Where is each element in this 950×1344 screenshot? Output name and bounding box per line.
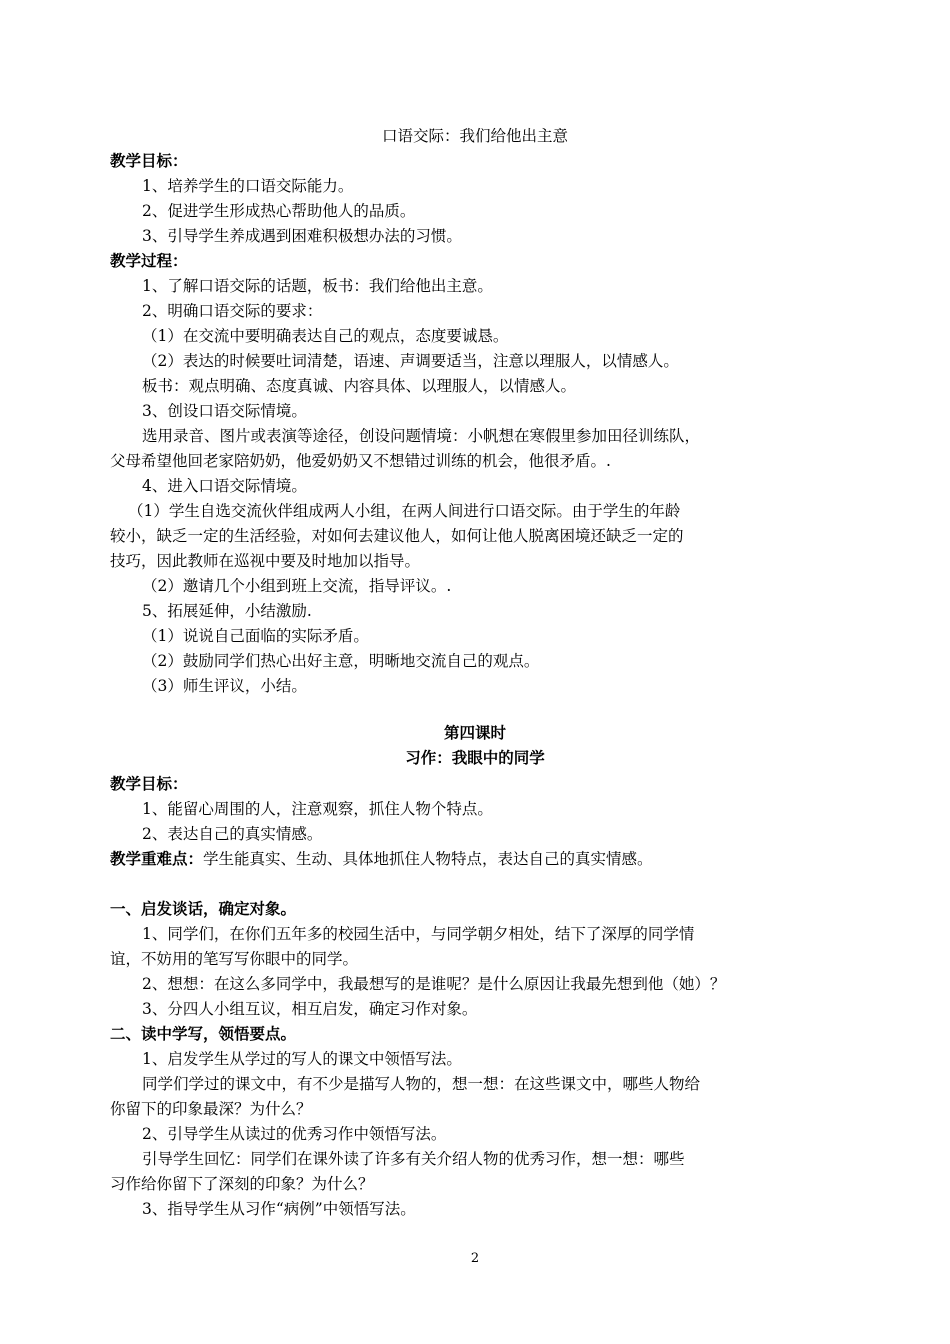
- part2-line: 你留下的印象最深？为什么？: [110, 1100, 312, 1118]
- section-title: 习作：我眼中的同学: [405, 749, 545, 767]
- key-points: [110, 847, 653, 871]
- part2-line: 2、引导学生从读过的优秀习作中领悟写法。: [142, 1125, 447, 1143]
- process-line: 板书：观点明确、态度真诚、内容具体、以理服人，以情感人。: [142, 377, 577, 395]
- part1-line: 谊，不妨用的笔写写你眼中的同学。: [110, 950, 359, 968]
- part1-heading: 一、启发谈话，确定对象。: [110, 900, 297, 918]
- goals-heading: 教学目标：: [110, 152, 188, 170]
- goal-item: 2、促进学生形成热心帮助他人的品质。: [142, 202, 416, 220]
- part1-line: 3、分四人小组互议，相互启发，确定习作对象。: [142, 1000, 478, 1018]
- goals-heading: 教学目标：: [110, 775, 188, 793]
- process-heading: 教学过程：: [110, 252, 188, 270]
- process-line: 4、进入口语交际情境。: [142, 477, 307, 495]
- page-number: 2: [470, 1251, 480, 1266]
- goal-item: 2、表达自己的真实情感。: [142, 825, 323, 843]
- part2-line: 同学们学过的课文中，有不少是描写人物的，想一想：在这些课文中，哪些人物给: [142, 1075, 701, 1093]
- part1-line: 2、想想：在这么多同学中，我最想写的是谁呢？是什么原因让我最先想到他（她）？: [142, 975, 726, 993]
- part2-line: 引导学生回忆：同学们在课外读了许多有关介绍人物的优秀习作，想一想：哪些: [142, 1150, 685, 1168]
- section-title: 口语交际：我们给他出主意: [381, 127, 568, 145]
- goal-item: 3、引导学生养成遇到困难积极想办法的习惯。: [142, 227, 462, 245]
- process-line: （2）表达的时候要吐词清楚，语速、声调要适当，注意以理服人，以情感人。: [142, 352, 679, 370]
- lesson-heading: 第四课时: [443, 724, 506, 742]
- process-line: 父母希望他回老家陪奶奶，他爱奶奶又不想错过训练的机会，他很矛盾。.: [110, 452, 611, 470]
- process-line: （1）在交流中要明确表达自己的观点，态度要诚恳。: [142, 327, 509, 345]
- process-line: 技巧，因此教师在巡视中要及时地加以指导。: [110, 552, 421, 570]
- key-heading: 教学重难点：: [110, 850, 204, 868]
- process-line: 1、了解口语交际的话题，板书：我们给他出主意。: [142, 277, 493, 295]
- key-text: 学生能真实、生动、具体地抓住人物特点，表达自己的真实情感。: [203, 850, 653, 868]
- goal-item: 1、培养学生的口语交际能力。: [142, 177, 354, 195]
- process-line: （2）鼓励同学们热心出好主意，明晰地交流自己的观点。: [142, 652, 540, 670]
- process-line: 选用录音、图片或表演等途径，创设问题情境：小帆想在寒假里参加田径训练队，: [142, 427, 701, 445]
- part2-line: 3、指导学生从习作“病例”中领悟写法。: [142, 1200, 416, 1218]
- part2-heading: 二、读中学写，领悟要点。: [110, 1025, 297, 1043]
- process-line: 3、创设口语交际情境。: [142, 402, 307, 420]
- process-line: （1）说说自己面临的实际矛盾。: [142, 627, 369, 645]
- part2-line: 1、启发学生从学过的写人的课文中领悟写法。: [142, 1050, 462, 1068]
- process-line: 较小，缺乏一定的生活经验，对如何去建议他人，如何让他人脱离困境还缺乏一定的: [110, 527, 684, 545]
- part2-line: 习作给你留下了深刻的印象？为什么？: [110, 1175, 374, 1193]
- process-line: 5、拓展延伸，小结激励.: [142, 602, 312, 620]
- process-line: （1）学生自选交流伙伴组成两人小组，在两人间进行口语交际。由于学生的年龄: [128, 502, 681, 520]
- goal-item: 1、能留心周围的人，注意观察，抓住人物个特点。: [142, 800, 493, 818]
- process-line: （3）师生评议，小结。: [142, 677, 307, 695]
- process-line: 2、明确口语交际的要求：: [142, 302, 323, 320]
- process-line: （2）邀请几个小组到班上交流，指导评议。.: [142, 577, 452, 595]
- part1-line: 1、同学们，在你们五年多的校园生活中，与同学朝夕相处，结下了深厚的同学情: [142, 925, 695, 943]
